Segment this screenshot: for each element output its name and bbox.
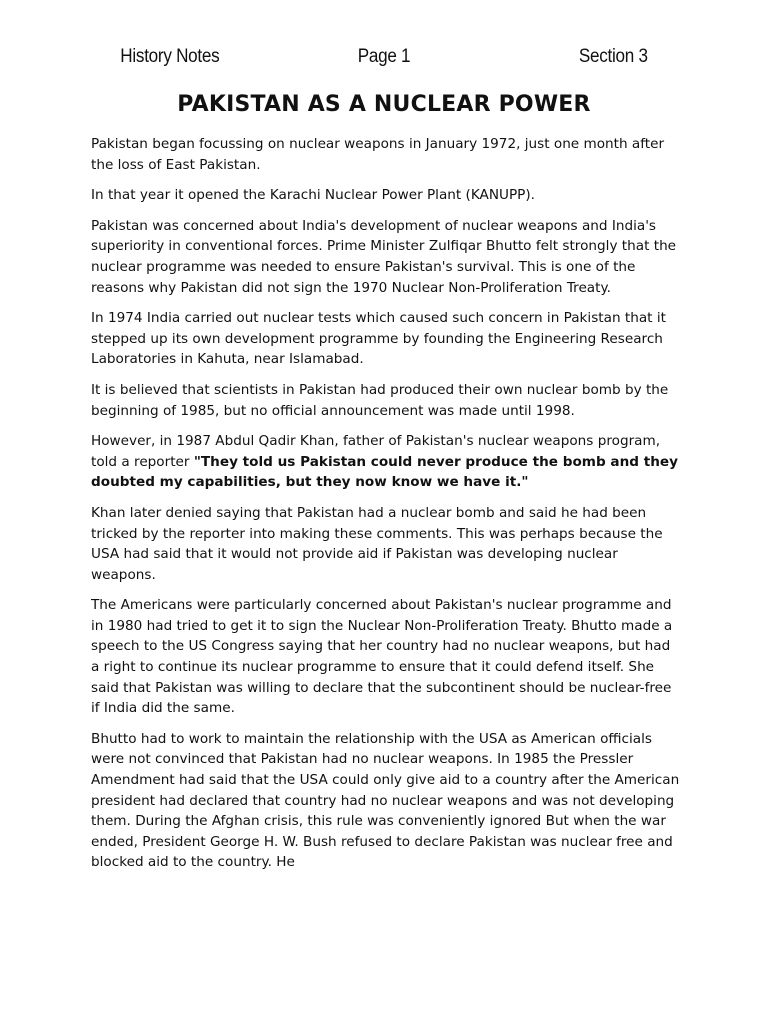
paragraph: Khan later denied saying that Pakistan had a nuclear bomb and said he had been tricked by the reporter into making these comments. This was perhaps because the USA had said that it would not provide aid if Pakistan was developing nuclear weapons. xyxy=(91,504,663,583)
khan-quote: "They told us Pakistan could never produce the bomb and they doubted my capabilities, but they now know we have it." xyxy=(91,453,678,491)
paragraph: Bhutto had to work to maintain the relationship with the USA as American officials were not convinced that Pakistan had no nuclear weapons. In 1985 the Pressler Amendment had said that the USA could only give aid to a country after the American president had declared that country had no nuclear weapons and was not developing them. During the Afghan crisis, this rule was conveniently ignored But when the war ended, President George H. W. Bush refused to declare Pakistan was nuclear free and blocked aid to the country. He xyxy=(91,730,680,871)
paragraph: Pakistan began focussing on nuclear weapons in January 1972, just one month after the loss of East Pakistan. xyxy=(91,136,665,173)
document-body xyxy=(91,134,681,883)
paragraph: It is believed that scientists in Pakistan had produced their own nuclear bomb by the beginning of 1985, but no official announcement was made until 1998. xyxy=(91,381,669,419)
document-title: PAKISTAN AS A NUCLEAR POWER xyxy=(177,92,591,117)
header-subject: History Notes xyxy=(120,46,220,67)
paragraph: The Americans were particularly concerned about Pakistan's nuclear programme and in 1980 had tried to get it to sign the Nuclear Non-Proliferation Treaty. Bhutto made a speech to the US Congress saying that her country had no nuclear weapons, but had a right to continue its nuclear programme to ensure that it could defend itself. She said that Pakistan was willing to declare that the subcontinent should be nuclear-free if India did the same. xyxy=(91,597,673,717)
paragraph: Pakistan was concerned about India's development of nuclear weapons and India's superiority in conventional forces. Prime Minister Zulfiqar Bhutto felt strongly that the nuclear programme was needed to ensure Pakistan's survival. This is one of the reasons why Pakistan did not sign the 1970 Nuclear Non-Proliferation Treaty. xyxy=(91,217,677,296)
paragraph: In 1974 India carried out nuclear tests which caused such concern in Pakistan that it stepped up its own development programme by founding the Engineering Research Laboratories in Kahuta, near Islamabad. xyxy=(91,310,666,368)
quote-intro: However, in 1987 Abdul Qadir Khan, father of Pakistan's nuclear weapons program, told a reporter xyxy=(91,433,661,470)
paragraph: In that year it opened the Karachi Nuclear Power Plant (KANUPP). xyxy=(91,187,535,204)
quote-paragraph xyxy=(91,431,681,493)
header-section: Section 3 xyxy=(578,46,648,67)
page-header xyxy=(120,46,647,74)
header-page-number: Page 1 xyxy=(357,46,411,67)
